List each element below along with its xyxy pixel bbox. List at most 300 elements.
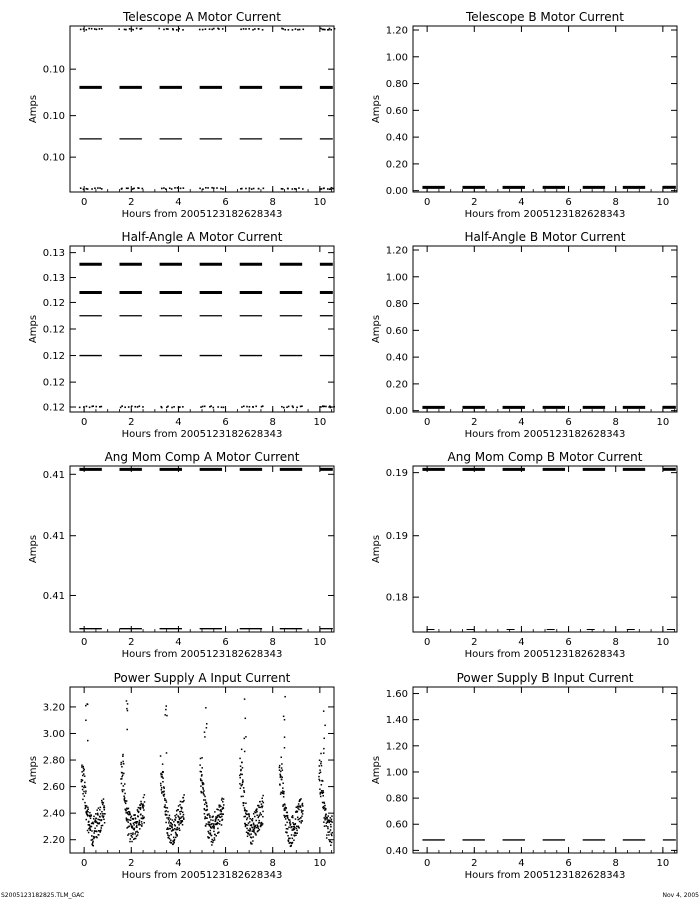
data-point <box>286 406 288 408</box>
data-point <box>133 188 135 190</box>
data-point <box>218 832 220 834</box>
data-point <box>262 800 264 802</box>
data-point <box>203 783 205 785</box>
data-point <box>217 406 219 408</box>
data-point <box>222 188 224 190</box>
data-point <box>282 769 284 771</box>
data-point <box>320 796 322 798</box>
data-point <box>139 822 141 824</box>
data-point <box>296 832 298 834</box>
data-point <box>330 826 332 828</box>
data-point <box>284 809 286 811</box>
data-point <box>182 820 184 822</box>
data-point <box>86 819 88 821</box>
data-point <box>262 811 264 813</box>
data-point <box>251 188 253 190</box>
data-point <box>98 834 100 836</box>
data-point <box>248 816 250 818</box>
data-point <box>96 825 98 827</box>
data-point <box>161 789 163 791</box>
data-point <box>330 29 332 31</box>
data-point <box>241 188 243 190</box>
data-point <box>241 774 243 776</box>
data-point <box>180 813 182 815</box>
data-point <box>301 815 303 817</box>
data-point <box>132 832 134 834</box>
data-point <box>326 837 328 839</box>
data-point <box>239 775 241 777</box>
data-point <box>282 28 284 30</box>
data-point <box>218 819 220 821</box>
data-point <box>121 405 123 407</box>
data-point <box>321 784 323 786</box>
data-point <box>97 813 99 815</box>
data-point-outlier <box>126 700 128 702</box>
data-point <box>161 787 163 789</box>
data-point <box>320 406 322 408</box>
data-point-outlier <box>284 696 286 698</box>
data-point <box>144 801 146 803</box>
data-point <box>202 792 204 794</box>
data-point <box>282 188 284 190</box>
data-point <box>253 822 255 824</box>
data-point <box>102 825 104 827</box>
data-point <box>327 188 329 190</box>
data-point <box>211 187 213 189</box>
data-point <box>239 777 241 779</box>
data-point <box>251 843 253 845</box>
data-point <box>104 822 106 824</box>
data-point <box>121 188 123 190</box>
data-point <box>200 778 202 780</box>
data-point <box>123 773 125 775</box>
data-point <box>179 804 181 806</box>
data-point <box>131 28 133 30</box>
y-tick-label: 0.12 <box>42 377 65 389</box>
data-point <box>250 833 252 835</box>
data-point <box>179 811 181 813</box>
data-point <box>143 817 145 819</box>
data-point <box>240 29 242 31</box>
data-point <box>331 821 333 823</box>
data-point <box>240 773 242 775</box>
data-point <box>262 805 264 807</box>
data-point-outlier <box>244 738 246 740</box>
data-point <box>222 819 224 821</box>
data-point <box>173 829 175 831</box>
data-point <box>249 187 251 189</box>
y-tick-label: 0.41 <box>42 469 65 481</box>
data-point <box>288 29 290 31</box>
ang-mom-comp-b-motor-current-title: Ang Mom Comp B Motor Current <box>447 450 643 464</box>
data-point <box>221 798 223 800</box>
data-point <box>134 828 136 830</box>
data-point <box>130 824 132 826</box>
data-point <box>91 830 93 832</box>
data-point <box>248 833 250 835</box>
data-point <box>210 819 212 821</box>
data-point-outlier <box>166 752 168 754</box>
y-tick-label: 0.12 <box>42 324 65 336</box>
data-point <box>243 805 245 807</box>
telescope-a-motor-current-panel <box>28 10 335 220</box>
data-point <box>242 767 244 769</box>
data-point <box>279 767 281 769</box>
data-point <box>302 805 304 807</box>
data-point <box>284 29 286 31</box>
data-point <box>214 834 216 836</box>
data-point <box>162 763 164 765</box>
data-point <box>219 806 221 808</box>
data-point <box>141 825 143 827</box>
data-point <box>261 814 263 816</box>
data-point <box>222 28 224 30</box>
half-angle-a-motor-current-plot-frame <box>70 246 334 412</box>
data-point <box>291 826 293 828</box>
data-point <box>212 816 214 818</box>
data-point <box>83 406 85 408</box>
data-point <box>128 808 130 810</box>
data-point <box>172 824 174 826</box>
x-tick-label: 2 <box>128 637 135 648</box>
y-tick-label: 3.20 <box>42 702 65 714</box>
data-point <box>211 827 213 829</box>
data-point <box>173 837 175 839</box>
data-point <box>120 764 122 766</box>
data-point <box>142 803 144 805</box>
data-point <box>130 820 132 822</box>
data-point <box>204 804 206 806</box>
data-point <box>94 28 96 30</box>
data-point <box>321 188 323 190</box>
data-point <box>164 804 166 806</box>
data-point <box>93 816 95 818</box>
x-tick-label: 10 <box>656 417 670 428</box>
power-supply-a-input-current-y-axis-label: Amps <box>28 755 39 785</box>
data-point <box>258 805 260 807</box>
data-point <box>180 801 182 803</box>
data-point <box>132 29 134 31</box>
data-point <box>183 818 185 820</box>
data-point <box>242 796 244 798</box>
data-point-outlier <box>206 723 208 725</box>
data-point <box>328 834 330 836</box>
data-point <box>263 188 265 190</box>
data-point <box>255 834 257 836</box>
data-point <box>164 794 166 796</box>
data-point <box>80 187 82 189</box>
x-tick-label: 8 <box>269 197 276 208</box>
data-point <box>85 790 87 792</box>
y-tick-label: 0.13 <box>42 273 65 285</box>
data-point-outlier <box>244 698 246 700</box>
data-point <box>320 28 322 30</box>
data-point <box>333 406 335 408</box>
y-tick-label: 1.00 <box>385 52 408 64</box>
data-point <box>210 832 212 834</box>
data-point <box>203 794 205 796</box>
ang-mom-comp-b-motor-current-x-axis-label: Hours from 2005123182628343 <box>464 649 626 660</box>
data-point <box>133 818 135 820</box>
data-point <box>98 807 100 809</box>
y-tick-label: 1.00 <box>385 272 408 284</box>
data-point <box>319 793 321 795</box>
data-point <box>91 826 93 828</box>
data-point <box>255 406 257 408</box>
ang-mom-comp-b-motor-current-y-axis-label: Amps <box>371 534 382 564</box>
data-point <box>122 761 124 763</box>
data-point <box>280 771 282 773</box>
data-point <box>243 405 245 407</box>
y-tick-label: 0.00 <box>385 406 408 418</box>
data-point <box>323 406 325 408</box>
data-point <box>245 803 247 805</box>
data-point <box>248 814 250 816</box>
data-point <box>160 785 162 787</box>
data-point <box>299 821 301 823</box>
power-supply-b-input-current-panel <box>371 671 677 881</box>
data-point <box>297 29 299 31</box>
data-point <box>99 809 101 811</box>
data-point-outlier <box>205 707 207 709</box>
data-point <box>202 188 204 190</box>
data-point <box>122 772 124 774</box>
data-point <box>216 835 218 837</box>
data-point <box>169 820 171 822</box>
data-point <box>121 762 123 764</box>
data-point <box>217 828 219 830</box>
data-point <box>104 813 106 815</box>
data-point <box>322 790 324 792</box>
data-point <box>104 807 106 809</box>
data-point <box>85 807 87 809</box>
data-point <box>137 406 139 408</box>
data-point-outlier <box>127 703 129 705</box>
data-point <box>160 755 162 757</box>
data-point <box>178 809 180 811</box>
data-point <box>167 28 169 30</box>
x-tick-label: 6 <box>565 197 572 208</box>
data-point <box>241 796 243 798</box>
data-point <box>99 816 101 818</box>
data-point <box>253 830 255 832</box>
data-point <box>323 187 325 189</box>
data-point <box>289 819 291 821</box>
data-point <box>295 188 297 190</box>
data-point <box>208 837 210 839</box>
data-point <box>288 406 290 408</box>
x-tick-label: 10 <box>656 637 670 648</box>
data-point <box>165 800 167 802</box>
data-point <box>121 778 123 780</box>
ang-mom-comp-a-motor-current-x-axis-label: Hours from 2005123182628343 <box>121 649 283 660</box>
data-point <box>101 188 103 190</box>
data-point <box>175 837 177 839</box>
data-point <box>331 835 333 837</box>
data-point <box>85 786 87 788</box>
data-point <box>259 822 261 824</box>
y-tick-label: 0.10 <box>42 64 65 76</box>
data-point <box>286 822 288 824</box>
data-point <box>329 831 331 833</box>
x-tick-label: 2 <box>471 637 478 648</box>
data-point <box>246 828 248 830</box>
data-point <box>211 841 213 843</box>
data-point <box>177 187 179 189</box>
y-tick-label: 0.19 <box>385 468 408 480</box>
data-point-outlier <box>244 751 246 753</box>
x-tick-label: 0 <box>423 197 431 208</box>
data-point <box>131 836 133 838</box>
y-tick-label: 2.40 <box>42 808 65 820</box>
data-point <box>83 188 85 190</box>
x-tick-label: 6 <box>565 417 572 428</box>
data-point <box>296 828 298 830</box>
x-tick-label: 4 <box>518 197 525 208</box>
data-point-outlier <box>126 729 128 731</box>
data-point <box>202 29 204 31</box>
data-point <box>292 822 294 824</box>
data-point <box>181 816 183 818</box>
data-point <box>302 813 304 815</box>
data-point <box>83 769 85 771</box>
data-point <box>88 821 90 823</box>
data-point <box>161 774 163 776</box>
data-point <box>287 817 289 819</box>
data-point <box>178 828 180 830</box>
data-point <box>295 832 297 834</box>
data-point <box>204 809 206 811</box>
data-point <box>101 811 103 813</box>
data-point <box>283 791 285 793</box>
data-point <box>206 823 208 825</box>
data-point <box>203 788 205 790</box>
data-point <box>167 832 169 834</box>
x-tick-label: 0 <box>423 858 431 869</box>
data-point <box>246 819 248 821</box>
data-point <box>204 406 206 408</box>
data-point <box>92 842 94 844</box>
data-point <box>290 823 292 825</box>
data-point <box>299 29 301 31</box>
data-point <box>287 815 289 817</box>
data-point <box>209 824 211 826</box>
data-point <box>82 786 84 788</box>
data-point <box>88 28 90 30</box>
data-point <box>330 824 332 826</box>
telescope-a-motor-current-x-axis-label: Hours from 2005123182628343 <box>121 209 283 220</box>
data-point <box>295 818 297 820</box>
data-point <box>183 187 185 189</box>
data-point <box>205 28 207 30</box>
y-tick-label: 0.20 <box>385 159 408 171</box>
x-tick-label: 6 <box>565 858 572 869</box>
x-tick-label: 4 <box>175 417 182 428</box>
x-tick-label: 2 <box>471 197 478 208</box>
data-point <box>125 29 127 31</box>
data-point <box>243 790 245 792</box>
data-point-outlier <box>204 736 206 738</box>
data-point <box>282 805 284 807</box>
data-point <box>166 810 168 812</box>
data-point <box>126 820 128 822</box>
data-point <box>143 805 145 807</box>
data-point <box>211 835 213 837</box>
data-point <box>334 28 336 30</box>
data-point <box>321 790 323 792</box>
data-point <box>122 754 124 756</box>
data-point <box>172 819 174 821</box>
data-point <box>284 804 286 806</box>
data-point <box>96 809 98 811</box>
data-point <box>259 814 261 816</box>
data-point <box>170 840 172 842</box>
data-point <box>322 795 324 797</box>
data-point <box>171 188 173 190</box>
data-point <box>288 826 290 828</box>
data-point <box>201 771 203 773</box>
data-point <box>290 845 292 847</box>
data-point <box>302 810 304 812</box>
half-angle-a-motor-current-x-axis-label: Hours from 2005123182628343 <box>121 429 283 440</box>
data-point <box>84 785 86 787</box>
telescope-a-motor-current-plot-frame <box>70 26 334 192</box>
data-point <box>176 29 178 31</box>
data-point <box>144 794 146 796</box>
data-point <box>83 791 85 793</box>
data-point <box>324 805 326 807</box>
telescope-b-motor-current-title: Telescope B Motor Current <box>465 10 625 24</box>
data-point <box>167 807 169 809</box>
data-point <box>295 28 297 30</box>
data-point <box>84 802 86 804</box>
data-point <box>90 818 92 820</box>
data-point <box>281 777 283 779</box>
data-point <box>124 797 126 799</box>
data-point <box>80 29 82 31</box>
data-point <box>86 406 88 408</box>
x-tick-label: 10 <box>313 417 327 428</box>
data-point <box>101 800 103 802</box>
data-point <box>261 822 263 824</box>
data-point <box>249 821 251 823</box>
data-point <box>83 28 85 30</box>
data-point <box>327 832 329 834</box>
data-point <box>170 818 172 820</box>
data-point <box>104 809 106 811</box>
power-supply-a-input-current-title: Power Supply A Input Current <box>113 671 291 685</box>
data-point <box>94 828 96 830</box>
data-point <box>162 781 164 783</box>
data-point <box>92 822 94 824</box>
data-point <box>168 818 170 820</box>
ang-mom-comp-a-motor-current-plot-frame <box>70 466 334 632</box>
data-point <box>221 799 223 801</box>
data-point <box>199 188 201 190</box>
data-point <box>91 835 93 837</box>
data-point <box>285 824 287 826</box>
data-point <box>285 818 287 820</box>
footer-right-label: Nov 4, 2005 <box>662 892 699 899</box>
data-point <box>282 782 284 784</box>
y-tick-label: 1.20 <box>385 245 408 257</box>
data-point <box>216 187 218 189</box>
data-point-outlier <box>323 710 325 712</box>
data-point <box>169 825 171 827</box>
telescope-b-motor-current-plot-frame <box>413 26 677 192</box>
data-point <box>97 187 99 189</box>
data-point <box>87 808 89 810</box>
